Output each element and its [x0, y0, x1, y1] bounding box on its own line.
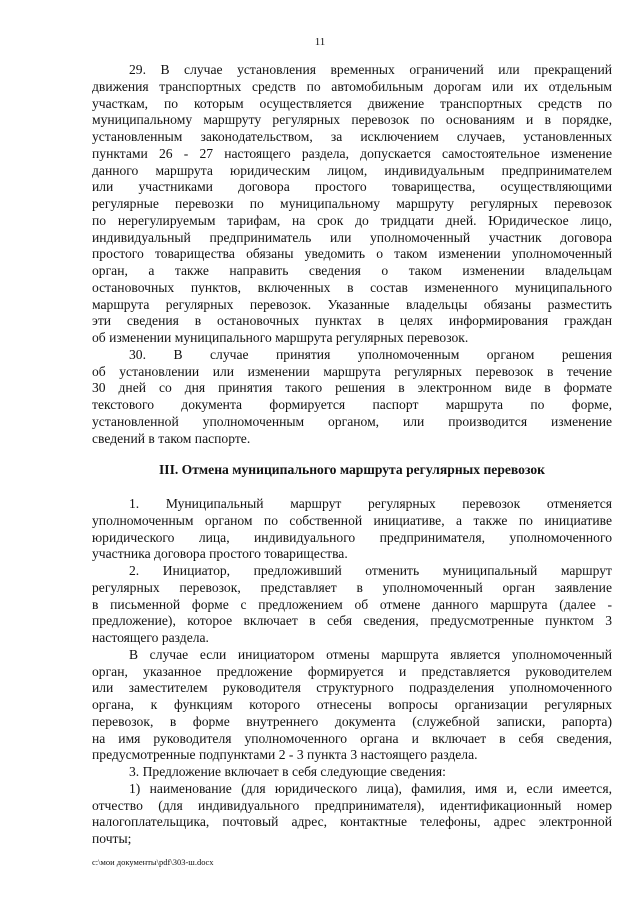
- paragraphs-after-section: [92, 496, 612, 848]
- text-line: регулярных перевозок, представляет в уполномоченный орган заявление: [92, 579, 612, 595]
- footer-file-path: c:\мои документы\pdf\303-ш.docx: [92, 857, 214, 867]
- text-line: органа, к функциям которого отнесены вопросы организации регулярных: [92, 697, 612, 712]
- text-line: на имя руководителя уполномоченного органа и включает в себя сведения,: [92, 730, 612, 746]
- text-line: остановочных пунктов, включенных в состав измененного муниципального: [92, 279, 612, 295]
- text-line: предусмотренные подпунктами 2 - 3 пункта 3 настоящего раздела.: [92, 747, 478, 763]
- text-line: 2. Инициатор, предложивший отменить муниципальный маршрут: [129, 563, 612, 578]
- text-line: регулярные перевозки по муниципальному маршруту регулярных перевозок: [92, 196, 612, 211]
- text-line: маршрута регулярных перевозок. Указанные владельцы обязаны разместить: [92, 296, 612, 312]
- text-line: отчество (для индивидуального предпринимателя), идентификационный номер: [92, 797, 612, 813]
- paragraph-3: [92, 764, 612, 781]
- page-number: 11: [314, 36, 326, 48]
- text-line: муниципальному маршруту регулярных перевозок по основаниям и в порядке,: [92, 112, 612, 128]
- text-line: установленным законодательством, за исключением случаев, установленных: [92, 129, 612, 144]
- text-line: уполномоченным органом по собственной инициативе, а также по инициативе: [92, 512, 612, 528]
- section-heading: III. Отмена муниципального маршрута регулярных перевозок: [159, 462, 545, 478]
- paragraph-initiator-case: [92, 647, 612, 764]
- text-line: орган, указанное предложение формируется и представляется руководителем: [92, 663, 612, 679]
- text-line: участника договора простого товарищества.: [92, 546, 348, 562]
- text-line: 1) наименование (для юридического лица), фамилия, имя и, если имеется,: [129, 780, 612, 796]
- text-line: предложение), которое включает в себя сведения, предусмотренные пунктом 3: [92, 613, 612, 629]
- text-line: 3. Предложение включает в себя следующие сведения:: [129, 764, 446, 779]
- text-line: налогоплательщика, почтовый адрес, контактные телефоны, адрес электронной: [92, 814, 612, 830]
- text-line: об установлении или изменении маршрута регулярных перевозок в течение: [92, 363, 612, 379]
- text-line: В случае если инициатором отмены маршрута является уполномоченный: [129, 646, 612, 662]
- text-line: простого товарищества обязаны уведомить о таком изменении уполномоченный: [92, 246, 612, 262]
- text-line: данного маршрута юридическим лицом, индивидуальным предпринимателем: [92, 162, 612, 178]
- text-line: установленной уполномоченным органом, или производится изменение: [92, 413, 612, 429]
- text-line: 29. В случае установления временных ограничений или прекращений: [129, 62, 612, 77]
- text-line: участкам, по которым осуществляется движение транспортных средств по: [92, 95, 612, 111]
- text-line: в письменной форме с предложением об отмене данного маршрута (далее -: [92, 596, 612, 612]
- document-body: [92, 62, 612, 848]
- text-line: 1. Муниципальный маршрут регулярных перевозок отменяется: [129, 496, 612, 511]
- text-line: об изменении муниципального маршрута регулярных перевозок.: [92, 330, 469, 345]
- paragraph-2: [92, 563, 612, 647]
- paragraph-1: [92, 496, 612, 563]
- text-line: 30. В случае принятия уполномоченным органом решения: [129, 346, 612, 362]
- text-line: или заместителем руководителя структурного подразделения уполномоченного: [92, 680, 612, 696]
- text-line: юридического лица, индивидуального предпринимателя, уполномоченного: [92, 529, 612, 545]
- subparagraph-1: [92, 781, 612, 848]
- text-line: почты;: [92, 831, 132, 846]
- text-line: пунктами 26 - 27 настоящего раздела, допускается самостоятельное изменение: [92, 145, 612, 161]
- text-line: индивидуальный предприниматель или уполномоченный участник договора: [92, 229, 612, 245]
- text-line: по нерегулируемым тарифам, на срок до тридцати дней. Юридическое лицо,: [92, 212, 612, 228]
- text-line: орган, а также направить сведения о таком изменении владельцам: [92, 263, 612, 278]
- text-line: текстового документа формируется паспорт маршрута по форме,: [92, 397, 612, 412]
- text-line: 30 дней со дня принятия такого решения в электронном виде в формате: [92, 380, 612, 396]
- paragraph-29: [92, 62, 612, 347]
- text-line: сведений в таком паспорте.: [92, 430, 251, 446]
- text-line: перевозок, в форме внутреннего документа (служебной записки, рапорта): [92, 713, 612, 729]
- paragraphs-before-section: [92, 62, 612, 447]
- text-line: настоящего раздела.: [92, 630, 209, 645]
- text-line: эти сведения в остановочных пунктах в целях информирования граждан: [92, 313, 612, 329]
- text-line: движения транспортных средств по автомобильным дорогам или их отдельным: [92, 78, 612, 94]
- paragraph-30: [92, 347, 612, 448]
- text-line: или участниками договора простого товарищества, осуществляющими: [92, 179, 612, 195]
